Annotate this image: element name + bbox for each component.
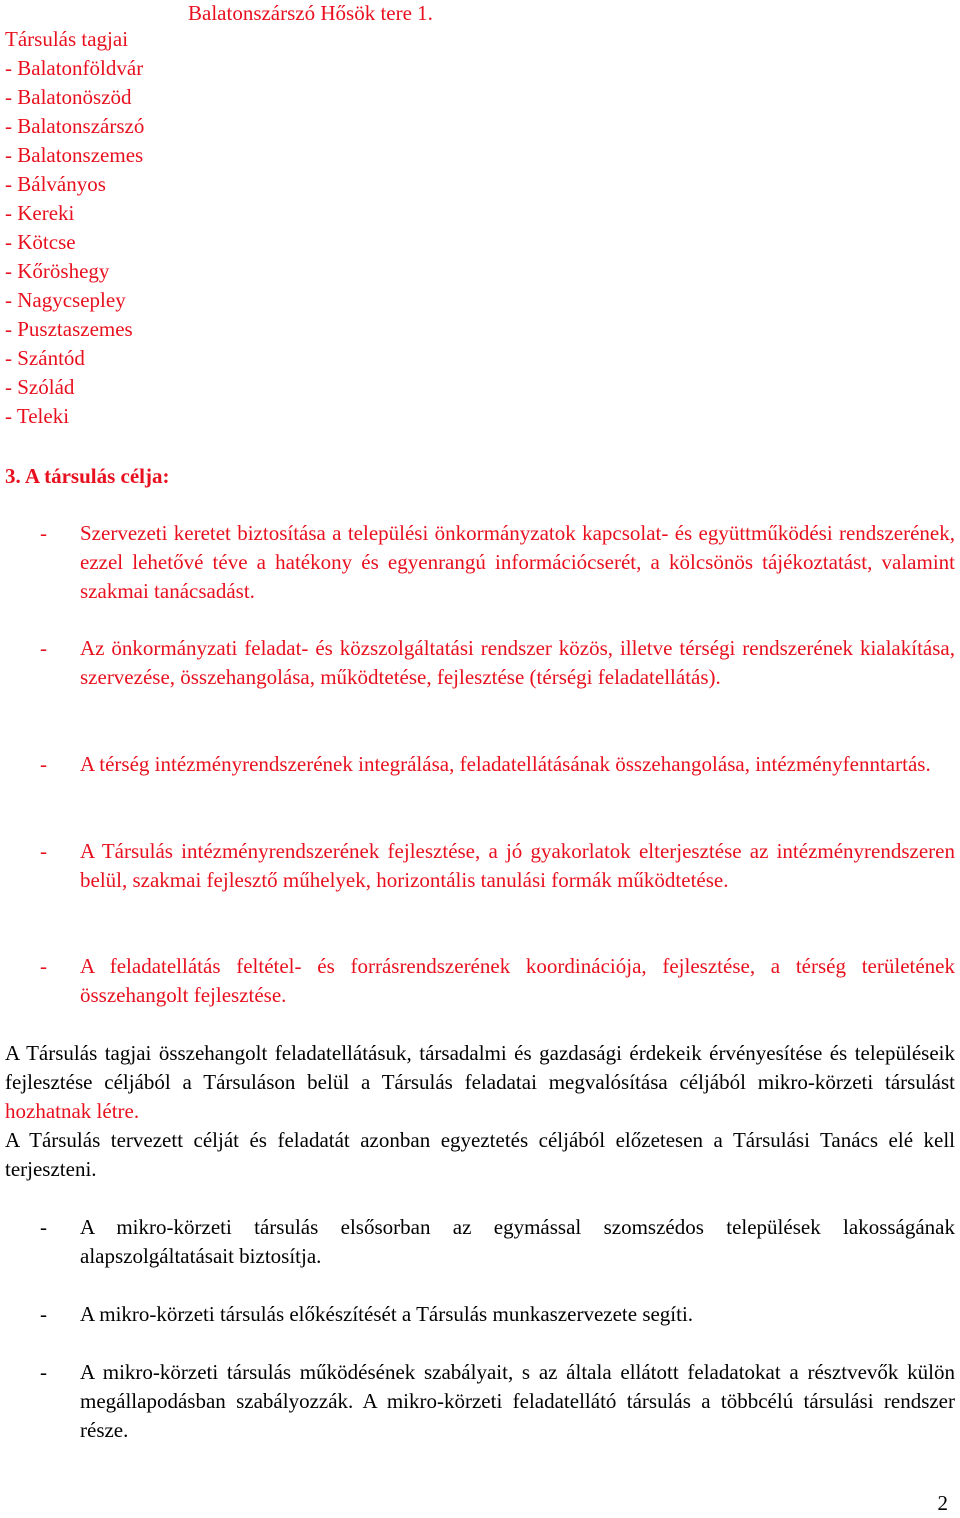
- member-item: - Teleki: [5, 404, 70, 428]
- member-item: - Balatonszárszó: [5, 114, 145, 138]
- page-number: 2: [937, 1491, 948, 1515]
- member-item: - Pusztaszemes: [5, 317, 133, 341]
- bullet-dash: -: [40, 1302, 47, 1326]
- paragraph-council: A Társulás tervezett célját és feladatát azonban egyeztetés céljából előzetesen a Társulási Tanács elé kell terjeszteni.: [5, 1128, 955, 1181]
- highlighted-text: hozhatnak létre.: [5, 1099, 140, 1123]
- header-address: Balatonszárszó Hősök tere 1.: [188, 1, 433, 25]
- member-item: - Szólád: [5, 375, 75, 399]
- goal-text: A térség intézményrendszerének integrálása, feladatellátásának összehangolása, intézményfenntartás.: [80, 752, 931, 776]
- goal-text: Az önkormányzati feladat- és közszolgáltatási rendszer közös, illetve térségi rendszerének kialakítása, szervezése, összehangolása, működtetése, fejlesztése (térségi feladatellátás).: [80, 636, 955, 689]
- member-item: - Kőröshegy: [5, 259, 110, 283]
- micro-text: A mikro-körzeti társulás elsősorban az egymással szomszédos települések lakosságának alapszolgáltatásait biztosítja.: [80, 1215, 955, 1268]
- member-item: - Nagycsepley: [5, 288, 126, 312]
- paragraph-text: A Társulás tagjai összehangolt feladatellátásuk, társadalmi és gazdasági érdekeik érvényesítése és településeik fejlesztése céljából a Társuláson belül a Társulás feladatai megvalósítása céljából mikro-körzeti társulást: [5, 1041, 955, 1094]
- members-list: [5, 25, 144, 431]
- member-item: - Bálványos: [5, 172, 106, 196]
- member-item: - Szántód: [5, 346, 85, 370]
- goal-text: A feladatellátás feltétel- és forrásrendszerének koordinációja, fejlesztése, a térség területének összehangolt fejlesztése.: [80, 954, 955, 1007]
- bullet-dash: -: [40, 1215, 47, 1239]
- goal-text: A Társulás intézményrendszerének fejlesztése, a jó gyakorlatok elterjesztése az intézményrendszeren belül, szakmai fejlesztő műhelyek, horizontális tanulási formák működtetése.: [80, 839, 955, 892]
- bullet-dash: -: [40, 839, 47, 863]
- micro-text: A mikro-körzeti társulás működésének szabályait, s az általa ellátott feladatokat a résztvevők külön megállapodásban szabályozzák. A mikro-körzeti feladatellátó társulás a többcélú társulási rendszer része.: [80, 1360, 955, 1442]
- member-item: - Balatonöszöd: [5, 85, 132, 109]
- goal-text: Szervezeti keretet biztosítása a települési önkormányzatok kapcsolat- és együttműködési rendszerének, ezzel lehetővé téve a hatékony és egyenrangú információcserét, a kölcsönös tájékoztatást, valamint szakmai tanácsadást.: [80, 521, 955, 603]
- paragraph-micro-district: [5, 1039, 955, 1126]
- member-item: - Balatonföldvár: [5, 56, 144, 80]
- bullet-dash: -: [40, 521, 47, 545]
- section-title: 3. A társulás célja:: [5, 464, 170, 488]
- members-title: Társulás tagjai: [5, 27, 129, 51]
- member-item: - Balatonszemes: [5, 143, 144, 167]
- bullet-dash: -: [40, 1360, 47, 1384]
- bullet-dash: -: [40, 752, 47, 776]
- bullet-dash: -: [40, 954, 47, 978]
- micro-text: A mikro-körzeti társulás előkészítését a Társulás munkaszervezete segíti.: [80, 1302, 694, 1326]
- member-item: - Kötcse: [5, 230, 76, 254]
- member-item: - Kereki: [5, 201, 75, 225]
- bullet-dash: -: [40, 636, 47, 660]
